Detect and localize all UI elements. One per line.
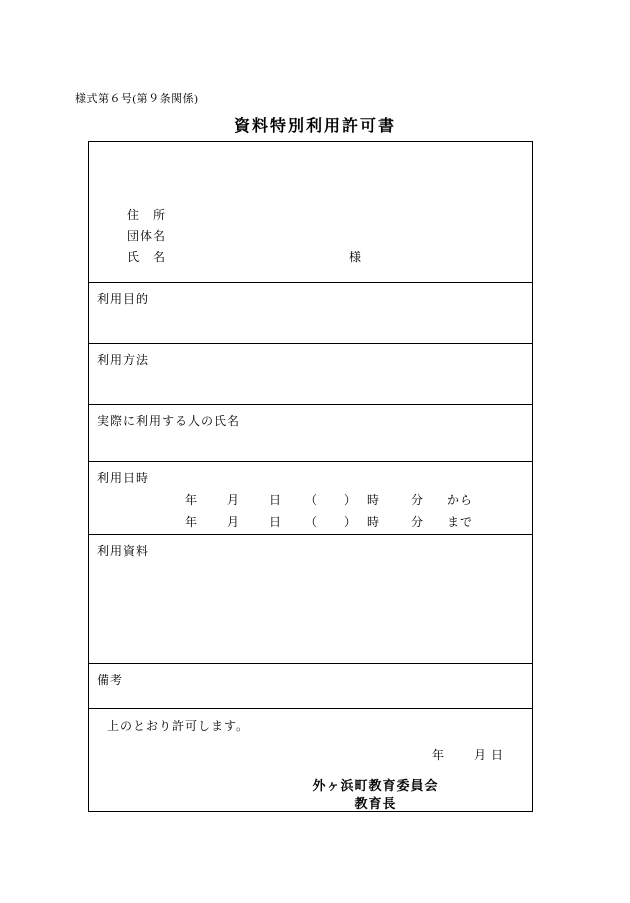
applicant-group-label: 団体名 xyxy=(127,229,167,243)
approval-day-label: 日 xyxy=(490,748,504,762)
approval-month-label: 月 xyxy=(473,748,487,762)
to-day-label: 日 xyxy=(269,515,283,529)
to-year-label: 年 xyxy=(185,515,199,529)
approval-date-row xyxy=(89,746,532,763)
applicant-fields xyxy=(127,206,363,269)
to-weekday-label: （ ） xyxy=(305,515,358,529)
page-title: 資料特別利用許可書 xyxy=(233,118,396,135)
applicant-honorific: 様 xyxy=(349,250,363,264)
from-minute-label: 分 xyxy=(411,493,425,507)
to-month-label: 月 xyxy=(227,515,241,529)
method-label: 利用方法 xyxy=(97,353,150,367)
actual-user-label: 実際に利用する人の氏名 xyxy=(97,414,241,428)
datetime-label: 利用日時 xyxy=(97,471,150,485)
purpose-label: 利用目的 xyxy=(97,292,150,306)
from-day-label: 日 xyxy=(269,493,283,507)
to-hour-label: 時 xyxy=(367,515,381,529)
approval-year-label: 年 xyxy=(431,748,445,762)
remarks-section xyxy=(89,664,532,709)
applicant-address-label: 住 所 xyxy=(127,208,167,222)
approval-section xyxy=(89,709,532,811)
material-section xyxy=(89,535,532,664)
datetime-section xyxy=(89,462,532,535)
from-month-label: 月 xyxy=(227,493,241,507)
material-label: 利用資料 xyxy=(97,544,150,558)
applicant-name-row xyxy=(127,248,363,269)
method-section xyxy=(89,344,532,405)
to-minute-label: 分 xyxy=(411,515,425,529)
from-year-label: 年 xyxy=(185,493,199,507)
actual-user-section xyxy=(89,405,532,462)
from-weekday-label: （ ） xyxy=(305,493,358,507)
from-hour-label: 時 xyxy=(367,493,381,507)
applicant-address-row xyxy=(127,206,166,227)
applicant-name-label: 氏 名 xyxy=(127,250,167,264)
approval-officer: 教育長 xyxy=(354,796,397,811)
to-suffix-label: まで xyxy=(447,515,474,529)
purpose-section xyxy=(89,283,532,344)
applicant-section xyxy=(89,142,532,283)
form-number: 様式第６号(第９条関係) xyxy=(75,93,199,105)
approval-statement: 上のとおり許可します。 xyxy=(107,719,250,733)
applicant-group-row xyxy=(127,227,166,248)
from-suffix-label: から xyxy=(447,493,474,507)
approval-organization: 外ヶ浜町教育委員会 xyxy=(312,778,439,793)
remarks-label: 備考 xyxy=(97,673,124,687)
permit-form-table xyxy=(88,141,533,812)
